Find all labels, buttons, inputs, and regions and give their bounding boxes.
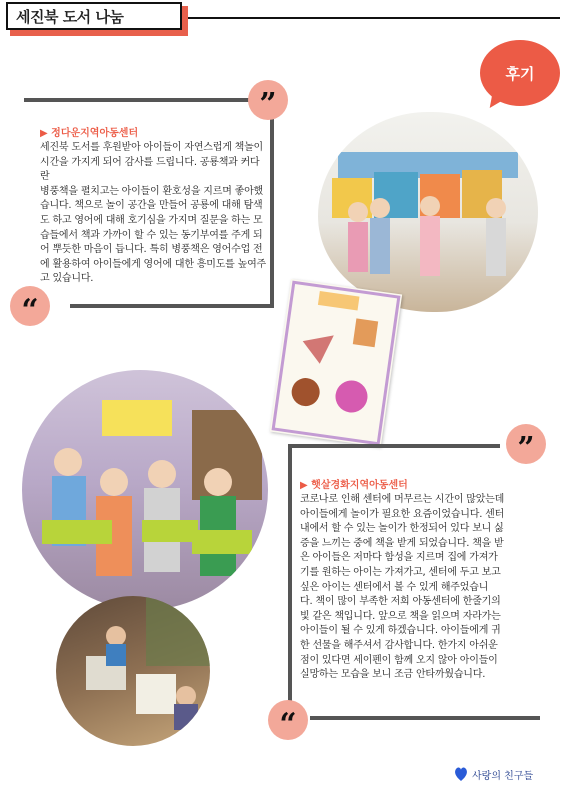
panel1-frame-bottom — [70, 304, 274, 308]
review2-body: 코로나로 인해 센터에 머무르는 시간이 많았는데 아이들에게 놀이가 필요한 요즘이었습니다. 센터 내에서 할 수 있는 놀이가 한정되어 있다 보니 싫 증을 느끼는 중에 책을 받게 되었습니다. 책을 받 은 아이들은 저마다 함성을 지르며 집에 가져가 기를 원하는 아이는 가져가고, 센터에 두고 보고 싶은 아이는 센터에서 볼 수 있게 해주었습니 다. 책이 많이 부족한 저희 아동센터에 한줄기의 빛 같은 책입니다. 앞으로 책을 읽으며 자라가는 아이들이 될 수 있게 하겠습니다. 아이들에게 귀 한 선물을 해주셔서 감사합니다. 한가지 아쉬운 점이 있다면 세이펜이 함께 오지 않아 아이들이 실망하는 모습을 보니 조금 안타까웠습니다. — [300, 494, 505, 681]
review2 — [300, 476, 550, 683]
close-quote-icon: ” — [248, 80, 288, 120]
page-title: 세진북 도서 나눔 — [6, 2, 182, 30]
review1 — [40, 124, 266, 287]
child-drawing — [270, 279, 402, 447]
review1-heading: ▶ 정다운지역아동센터 — [40, 128, 139, 139]
panel2-frame-bottom — [310, 716, 540, 720]
open-quote-icon: “ — [10, 286, 50, 326]
review1-body: 세진북 도서를 후원받아 아이들이 자연스럽게 책놀이 시간을 가지게 되어 감사를 드립니다. 공룡책과 커다란 병풍책을 펼치고는 아이들이 환호성을 지르며 좋아했 습니다. 책으로 놀이 공간을 만들어 공룡에 대해 탐색 도 하고 영어에 대해 호기심을 가지며 질문을 하는 모 습들에서 책과 가까이 할 수 있는 동기부여를 주게 되 어 뿌듯한 마음이 듭니다. 특히 병풍책은 영어수업 전 에 활용하여 아이들에게 영어에 대한 흥미도를 높여주 고 있습니다. — [40, 142, 266, 285]
panel2-frame-left — [288, 444, 292, 720]
panel1-frame-top — [24, 98, 250, 102]
review2-heading: ▶ 햇살경화지역아동센터 — [300, 480, 408, 491]
footer-logo-text: 사랑의 친구들 — [472, 771, 534, 782]
open-quote-icon: “ — [268, 700, 308, 740]
close-quote-icon: ” — [506, 424, 546, 464]
photo-children-with-boxes — [22, 370, 268, 610]
photo-children-reading-floor — [56, 596, 210, 746]
panel2-frame-top — [288, 444, 500, 448]
panel1-frame-right — [270, 98, 274, 308]
heart-logo-icon — [454, 766, 468, 782]
header-rule — [188, 17, 560, 19]
photo-children-with-books — [318, 112, 538, 312]
review-bubble: 후기 — [480, 40, 560, 106]
